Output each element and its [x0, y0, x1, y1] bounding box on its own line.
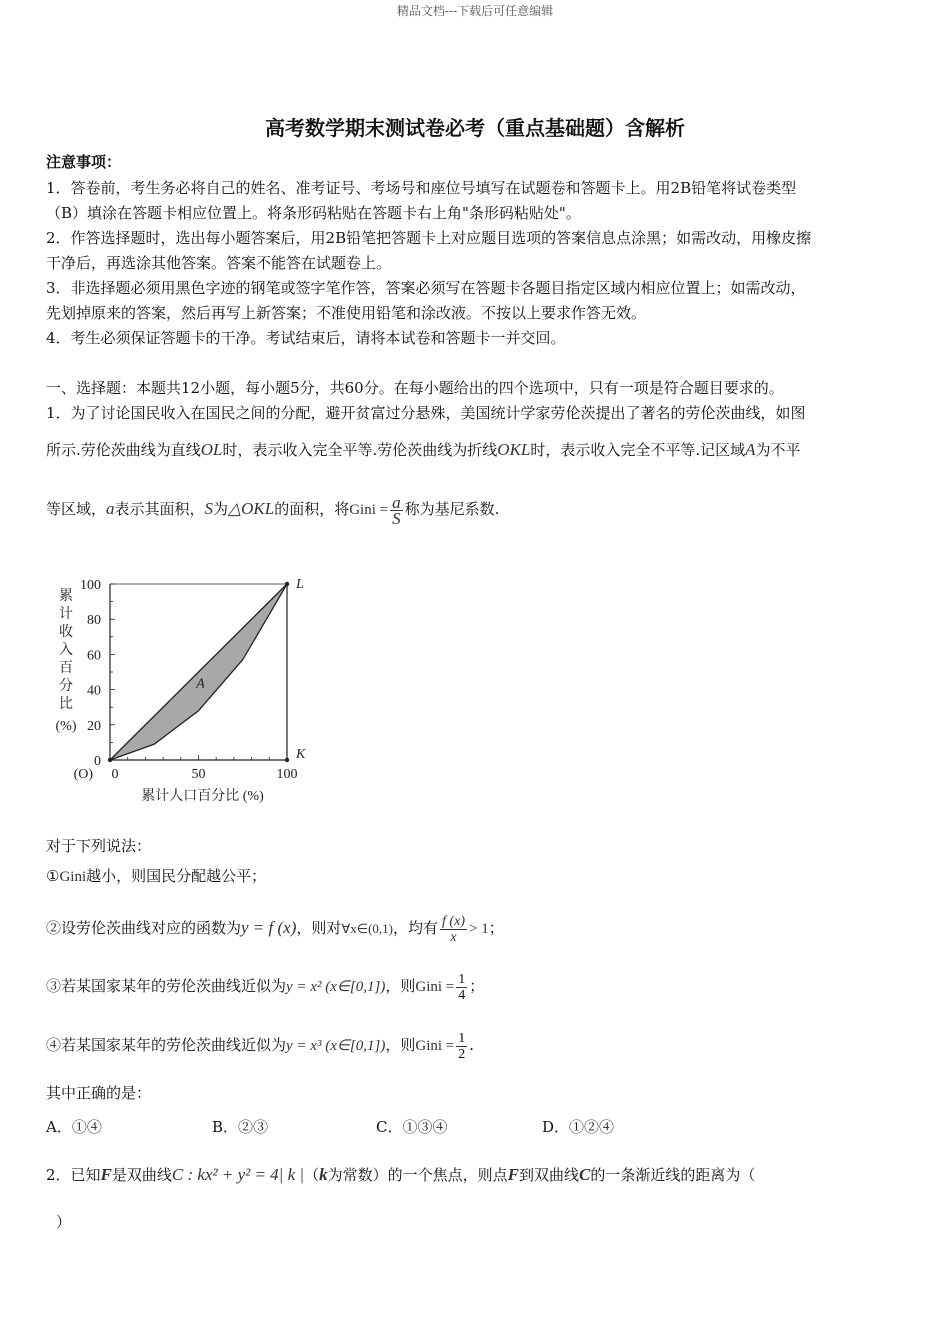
math-F: F [507, 1165, 519, 1184]
option-c[interactable]: C．①③④ [376, 1118, 448, 1136]
math-C: C [578, 1165, 591, 1184]
denominator: 4 [458, 987, 466, 1003]
math-function: y = x³ (x∈[0,1]) [286, 1038, 386, 1054]
math-F: F [100, 1165, 112, 1184]
numerator: a [392, 492, 401, 512]
q1-stem-line1: 1．为了讨论国民收入在国民之间的分配，避开贫富过分悬殊，美国统计学家劳伦茨提出了著名的劳伦茨曲线，如图 [46, 404, 806, 422]
text: ④若某国家某年的劳伦茨曲线近似为 [46, 1036, 287, 1054]
math-gini: Gini = [349, 502, 389, 518]
q1-statement-1 [46, 866, 266, 887]
math-k: k [319, 1165, 328, 1184]
q1-correct-prompt: 其中正确的是： [46, 1084, 152, 1102]
math-hyperbola: C : kx² + y² = 4| k | [171, 1165, 305, 1184]
denominator: S [392, 508, 401, 528]
text: 时，表示收入完全平等.劳伦茨曲线为折线 [222, 441, 498, 459]
math-triangle-OKL: △OKL [228, 499, 275, 518]
x-axis-label: 累计人口百分比 (%) [141, 789, 264, 804]
text: 为不平 [755, 441, 801, 459]
text: （ [304, 1166, 320, 1184]
text: 的一条渐近线的距离为（ [590, 1166, 756, 1184]
math-function: y = x² (x∈[0,1]) [286, 979, 386, 995]
notice-line: 1．答卷前，考生务必将自己的姓名、准考证号、考场号和座位号填写在试题卷和答题卡上。用2B铅笔将试卷类型 [46, 179, 797, 197]
header-watermark: 精品文档---下载后可任意编辑 [396, 4, 554, 18]
math-function: y = f (x) [241, 918, 297, 937]
notice-line: 干净后，再选涂其他答案。答案不能答在试题卷上。 [46, 254, 392, 272]
y-tick-label: 60 [87, 648, 101, 664]
text: 时，表示收入完全不平等.记区域 [530, 441, 746, 459]
math-S: S [204, 499, 214, 518]
notice-line: 4．考生必须保证答题卡的干净。考试结束后，请将本试卷和答题卡一并交回。 [46, 329, 566, 347]
x-tick-label: 0 [111, 767, 119, 782]
fraction-fx-over-x [440, 914, 467, 945]
text: 为常数）的一个焦点，则点 [327, 1166, 508, 1184]
math-quantifier: ∀x∈(0,1) [341, 921, 394, 936]
section-heading: 一、选择题：本题共12小题，每小题5分，共60分。在每小题给出的四个选项中，只有一项是符合题目要求的。 [46, 379, 784, 397]
fraction-one-quarter [456, 972, 467, 1003]
q1-stem-line3 [46, 494, 499, 526]
text: 表示其面积， [114, 500, 205, 518]
notice-heading: 注意事项： [46, 153, 122, 171]
q1-stem-line2 [46, 440, 801, 460]
numerator: 1 [458, 971, 466, 987]
text: 是双曲线 [111, 1166, 172, 1184]
option-a[interactable]: A．①④ [46, 1118, 102, 1136]
y-tick-label: 0 [94, 754, 101, 769]
q2-stem [46, 1160, 755, 1190]
notice-line: 2．作答选择题时，选出每小题答案后，用2B铅笔把答题卡上对应题目选项的答案信息点涂黑；如需改动，用橡皮擦 [46, 229, 812, 247]
fraction-a-over-S [390, 492, 403, 528]
denominator: x [450, 929, 457, 945]
vertex-dot [285, 582, 289, 586]
notice-line: （B）填涂在答题卡相应位置上。将条形码粘贴在答题卡右上角"条形码粘贴处"。 [46, 204, 581, 222]
option-b[interactable]: B．②③ [212, 1118, 269, 1136]
text: 到双曲线 [518, 1166, 579, 1184]
y-tick-label: 20 [87, 718, 101, 734]
q1-statement-2 [46, 910, 504, 947]
math-A: A [745, 440, 756, 459]
y-axis-label-char: 比 [59, 697, 73, 712]
text: ； [469, 977, 485, 995]
page-title: 高考数学期末测试卷必考（重点基础题）含解析 [265, 116, 685, 140]
text: . [469, 1036, 475, 1054]
q2-close-paren: ） [56, 1213, 72, 1231]
y-axis-label-char: 百 [59, 661, 73, 676]
math-gini: Gini = [415, 1038, 455, 1054]
text: 为 [213, 500, 229, 518]
y-tick-label: 100 [80, 578, 101, 593]
text: 的面积，将 [274, 500, 350, 518]
numerator: f (x) [442, 913, 465, 929]
q1-statement-3 [46, 968, 484, 1005]
x-tick-label: 50 [191, 767, 206, 782]
x-tick-label: 100 [276, 767, 298, 782]
lorenz-chart [46, 566, 346, 816]
y-axis-label-char: 累 [59, 589, 73, 604]
denominator: 2 [458, 1046, 466, 1062]
y-axis-label-char: 计 [59, 607, 73, 622]
text: ②设劳伦茨曲线对应的函数为 [46, 919, 242, 937]
vertex-dot [108, 758, 112, 762]
y-axis-label-char: 入 [59, 643, 73, 658]
notice-line: 先划掉原来的答案，然后再写上新答案；不准使用铅笔和涂改液。不按以上要求作答无效。 [46, 304, 647, 322]
text: ，则 [385, 1036, 416, 1054]
option-d[interactable]: D．①②④ [542, 1118, 615, 1136]
text: 越小，则国民分配越公平； [86, 867, 267, 885]
circled-1: ① [46, 867, 60, 885]
line-OL [110, 584, 287, 760]
math-OKL: OKL [497, 440, 531, 459]
text: ； [488, 919, 504, 937]
text: ，则 [385, 977, 416, 995]
numerator: 1 [458, 1030, 466, 1046]
y-axis-label-char: 分 [59, 679, 73, 694]
q1-intro: 对于下列说法： [46, 837, 152, 855]
text: ，均有 [393, 919, 439, 937]
y-tick-label: 80 [87, 613, 101, 629]
text: ③若某国家某年的劳伦茨曲线近似为 [46, 977, 287, 995]
text: 等区域， [46, 500, 107, 518]
point-L-label: L [296, 577, 304, 592]
fraction-one-half [456, 1031, 467, 1062]
math-OL: OL [200, 440, 223, 459]
q1-statement-4 [46, 1027, 474, 1064]
point-K-label: K [296, 747, 306, 762]
vertex-dot [285, 758, 289, 762]
math-a: a [106, 499, 115, 518]
region-A-label: A [196, 676, 205, 692]
origin-label: (O) [73, 767, 93, 782]
text: ，则对 [296, 919, 342, 937]
text: 称为基尼系数. [404, 500, 500, 518]
y-axis-label-char: (%) [55, 719, 77, 734]
notice-line: 3．非选择题必须用黑色字迹的钢笔或签字笔作答，答案必须写在答题卡各题目指定区域内相应位置上；如需改动， [46, 279, 806, 297]
y-axis-label-char: 收 [59, 625, 73, 640]
math-gt: > 1 [468, 921, 489, 937]
math-gini: Gini [59, 869, 87, 885]
math-gini: Gini = [415, 979, 455, 995]
y-tick-label: 40 [87, 683, 101, 699]
text: 2．已知 [46, 1166, 101, 1184]
text: 所示.劳伦茨曲线为直线 [46, 441, 201, 459]
